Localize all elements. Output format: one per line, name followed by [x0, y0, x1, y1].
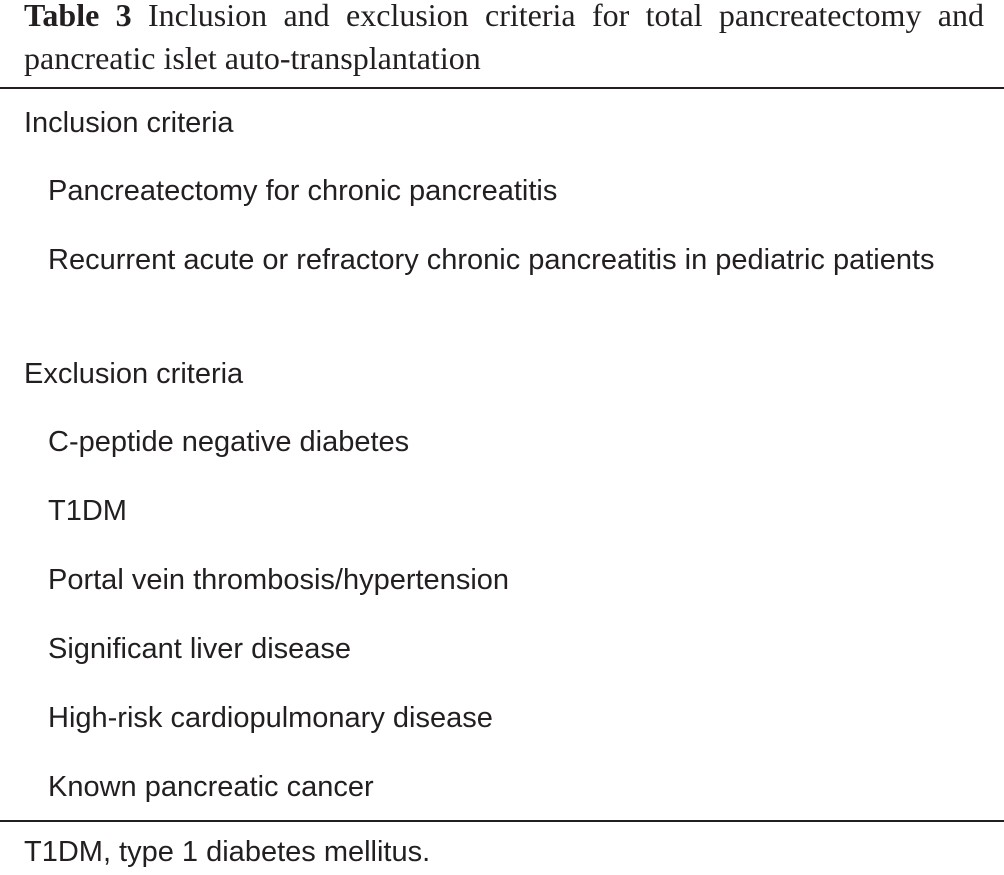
table-label: Table 3	[24, 0, 132, 33]
exclusion-heading: Exclusion criteria	[24, 358, 244, 390]
table-footnote: T1DM, type 1 diabetes mellitus.	[24, 836, 431, 868]
inclusion-heading: Inclusion criteria	[24, 107, 234, 139]
exclusion-item: Portal vein thrombosis/hypertension	[48, 564, 510, 596]
table-bottom-rule	[0, 820, 1004, 822]
exclusion-item: Significant liver disease	[48, 633, 352, 665]
table-title: Inclusion and exclusion criteria for total pancreatectomy and pancreatic islet auto-transplantation	[24, 0, 984, 76]
inclusion-item: Recurrent acute or refractory chronic pancreatitis in pediatric patients	[48, 244, 935, 276]
exclusion-item: T1DM	[48, 495, 127, 527]
table-caption	[24, 0, 984, 80]
table-top-rule	[0, 87, 1004, 89]
exclusion-item: High-risk cardiopulmonary disease	[48, 702, 493, 734]
inclusion-item: Pancreatectomy for chronic pancreatitis	[48, 175, 558, 207]
exclusion-item: C-peptide negative diabetes	[48, 426, 410, 458]
exclusion-item: Known pancreatic cancer	[48, 771, 374, 803]
